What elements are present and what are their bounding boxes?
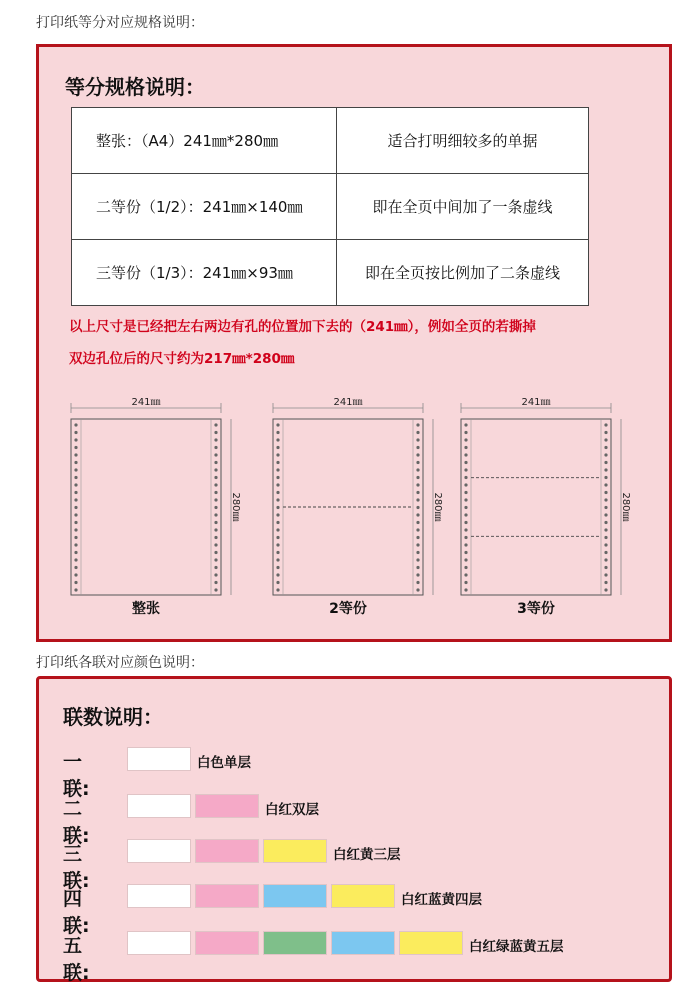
sprocket-hole (74, 461, 77, 464)
sprocket-hole (604, 521, 607, 524)
sprocket-hole (464, 431, 467, 434)
ply-label: 三联: (63, 843, 90, 892)
height-label: 280㎜ (432, 492, 443, 522)
sprocket-hole (604, 476, 607, 479)
sprocket-hole (214, 536, 217, 539)
width-label: 241㎜ (131, 397, 161, 408)
sprocket-hole (74, 551, 77, 554)
color-swatch (263, 931, 327, 955)
sprocket-hole (276, 543, 279, 546)
color-caption: 打印纸各联对应颜色说明： (36, 655, 204, 671)
sprocket-hole (464, 468, 467, 471)
sprocket-hole (74, 423, 77, 426)
sprocket-hole (74, 453, 77, 456)
desc-cell: 适合打明细较多的单据 (337, 108, 589, 174)
sprocket-hole (416, 558, 419, 561)
sprocket-hole (604, 543, 607, 546)
sprocket-hole (214, 521, 217, 524)
sprocket-hole (416, 431, 419, 434)
sprocket-hole (214, 468, 217, 471)
height-label: 280㎜ (230, 492, 241, 522)
spec-caption: 打印纸等分对应规格说明： (36, 15, 204, 31)
sprocket-hole (74, 566, 77, 569)
spec-panel (36, 44, 672, 642)
color-swatch (195, 794, 259, 818)
paper-sheet (71, 419, 221, 595)
sprocket-hole (214, 581, 217, 584)
sprocket-hole (74, 483, 77, 486)
sprocket-hole (604, 423, 607, 426)
sprocket-hole (416, 581, 419, 584)
sprocket-hole (416, 446, 419, 449)
sprocket-hole (74, 521, 77, 524)
sprocket-hole (604, 551, 607, 554)
sprocket-hole (464, 528, 467, 531)
spec-panel-title: 等分规格说明： (65, 75, 205, 99)
sprocket-hole (214, 506, 217, 509)
sprocket-hole (464, 506, 467, 509)
ply-label: 二联: (63, 798, 90, 847)
ply-description: 白红绿蓝黄五层 (469, 939, 564, 955)
desc-cell: 即在全页中间加了一条虚线 (337, 174, 589, 240)
sprocket-hole (276, 513, 279, 516)
sprocket-hole (416, 573, 419, 576)
sprocket-hole (214, 558, 217, 561)
sprocket-hole (604, 483, 607, 486)
sprocket-hole (276, 551, 279, 554)
sprocket-hole (464, 588, 467, 591)
color-panel (36, 676, 672, 982)
color-swatch (195, 931, 259, 955)
sprocket-hole (276, 498, 279, 501)
sprocket-hole (416, 588, 419, 591)
sprocket-hole (464, 566, 467, 569)
sprocket-hole (276, 581, 279, 584)
sprocket-hole (74, 468, 77, 471)
size-cell: 整张：（A4）241㎜*280㎜ (72, 108, 337, 174)
sprocket-hole (416, 461, 419, 464)
color-swatch (127, 839, 191, 863)
color-swatch (195, 839, 259, 863)
sprocket-hole (604, 491, 607, 494)
sprocket-hole (604, 461, 607, 464)
sprocket-hole (214, 588, 217, 591)
ply-description: 白红双层 (265, 802, 319, 818)
height-label: 280㎜ (620, 492, 631, 522)
sprocket-hole (464, 551, 467, 554)
sprocket-hole (74, 573, 77, 576)
sprocket-hole (604, 446, 607, 449)
sprocket-hole (214, 513, 217, 516)
sprocket-hole (416, 543, 419, 546)
sprocket-hole (74, 536, 77, 539)
diagram-caption: 3等份 (517, 601, 555, 617)
sprocket-hole (604, 566, 607, 569)
sprocket-hole (276, 468, 279, 471)
sprocket-hole (604, 536, 607, 539)
sprocket-hole (416, 536, 419, 539)
sprocket-hole (464, 438, 467, 441)
size-note-line2: 双边孔位后的尺寸约为217㎜*280㎜ (69, 351, 295, 367)
sprocket-hole (214, 551, 217, 554)
color-swatch (331, 884, 395, 908)
sprocket-hole (604, 498, 607, 501)
sprocket-hole (74, 498, 77, 501)
sprocket-hole (214, 498, 217, 501)
ply-description: 白红蓝黄四层 (401, 892, 482, 908)
sprocket-hole (464, 581, 467, 584)
sprocket-hole (74, 438, 77, 441)
color-swatch (263, 884, 327, 908)
color-swatch (399, 931, 463, 955)
sprocket-hole (276, 573, 279, 576)
ply-description: 白色单层 (197, 755, 251, 771)
sprocket-hole (464, 461, 467, 464)
sprocket-hole (464, 476, 467, 479)
sprocket-hole (276, 588, 279, 591)
sprocket-hole (276, 566, 279, 569)
sprocket-hole (604, 558, 607, 561)
sprocket-hole (464, 521, 467, 524)
sprocket-hole (464, 536, 467, 539)
sprocket-hole (214, 438, 217, 441)
sprocket-hole (416, 491, 419, 494)
sprocket-hole (276, 528, 279, 531)
color-swatch (331, 931, 395, 955)
sprocket-hole (276, 536, 279, 539)
sprocket-hole (276, 476, 279, 479)
size-cell: 三等份（1/3）：241㎜×93㎜ (72, 240, 337, 306)
sprocket-hole (276, 446, 279, 449)
color-swatch (127, 794, 191, 818)
color-swatch (127, 884, 191, 908)
sprocket-hole (74, 491, 77, 494)
color-swatch (127, 931, 191, 955)
sprocket-hole (416, 476, 419, 479)
sprocket-hole (416, 483, 419, 486)
ply-description: 白红黄三层 (333, 847, 401, 863)
sprocket-hole (416, 566, 419, 569)
sprocket-hole (74, 476, 77, 479)
sprocket-hole (276, 431, 279, 434)
sprocket-hole (464, 498, 467, 501)
diagram-caption: 2等份 (329, 601, 367, 617)
sprocket-hole (276, 423, 279, 426)
color-swatch (195, 884, 259, 908)
sprocket-hole (416, 468, 419, 471)
sprocket-hole (74, 431, 77, 434)
color-swatch (263, 839, 327, 863)
sprocket-hole (416, 453, 419, 456)
sprocket-hole (276, 558, 279, 561)
sprocket-hole (416, 521, 419, 524)
sprocket-hole (416, 551, 419, 554)
sprocket-hole (276, 438, 279, 441)
sprocket-hole (214, 491, 217, 494)
sprocket-hole (74, 528, 77, 531)
sprocket-hole (214, 476, 217, 479)
sprocket-hole (604, 581, 607, 584)
sprocket-hole (214, 423, 217, 426)
sprocket-hole (276, 491, 279, 494)
paper-sheet (461, 419, 611, 595)
sprocket-hole (464, 453, 467, 456)
sprocket-hole (416, 498, 419, 501)
sprocket-hole (214, 566, 217, 569)
sprocket-hole (276, 461, 279, 464)
sprocket-hole (416, 513, 419, 516)
sprocket-hole (464, 483, 467, 486)
sprocket-hole (604, 438, 607, 441)
sprocket-hole (464, 446, 467, 449)
sprocket-hole (604, 528, 607, 531)
sprocket-hole (464, 423, 467, 426)
ply-label: 四联: (63, 888, 90, 937)
sprocket-hole (74, 446, 77, 449)
sprocket-hole (214, 453, 217, 456)
sprocket-hole (464, 558, 467, 561)
size-cell: 二等份（1/2）：241㎜×140㎜ (72, 174, 337, 240)
sprocket-hole (276, 506, 279, 509)
ply-label: 一联: (63, 751, 90, 800)
sprocket-hole (276, 453, 279, 456)
sprocket-hole (604, 588, 607, 591)
diagram-caption: 整张 (132, 601, 160, 617)
sprocket-hole (464, 513, 467, 516)
color-panel-title: 联数说明： (63, 705, 163, 729)
sprocket-hole (464, 543, 467, 546)
sprocket-hole (214, 431, 217, 434)
sprocket-hole (214, 483, 217, 486)
sprocket-hole (214, 528, 217, 531)
sprocket-hole (604, 573, 607, 576)
sprocket-hole (416, 423, 419, 426)
desc-cell: 即在全页按比例加了二条虚线 (337, 240, 589, 306)
sprocket-hole (74, 513, 77, 516)
sprocket-hole (74, 543, 77, 546)
sprocket-hole (604, 431, 607, 434)
sprocket-hole (416, 528, 419, 531)
sprocket-hole (604, 513, 607, 516)
ply-label: 五联: (63, 935, 90, 984)
sprocket-hole (464, 491, 467, 494)
sprocket-hole (604, 468, 607, 471)
sprocket-hole (74, 558, 77, 561)
paper-diagrams (39, 47, 669, 639)
size-note-line1: 以上尺寸是已经把左右两边有孔的位置加下去的（241㎜），例如全页的若撕掉 (69, 319, 536, 335)
sprocket-hole (604, 453, 607, 456)
sprocket-hole (74, 506, 77, 509)
width-label: 241㎜ (333, 397, 363, 408)
sprocket-hole (74, 588, 77, 591)
width-label: 241㎜ (521, 397, 551, 408)
color-swatch (127, 747, 191, 771)
sprocket-hole (214, 543, 217, 546)
sprocket-hole (276, 521, 279, 524)
sprocket-hole (416, 506, 419, 509)
sprocket-hole (74, 581, 77, 584)
sprocket-hole (416, 438, 419, 441)
sprocket-hole (214, 446, 217, 449)
sprocket-hole (604, 506, 607, 509)
sprocket-hole (214, 461, 217, 464)
sprocket-hole (464, 573, 467, 576)
sprocket-hole (214, 573, 217, 576)
sprocket-hole (276, 483, 279, 486)
